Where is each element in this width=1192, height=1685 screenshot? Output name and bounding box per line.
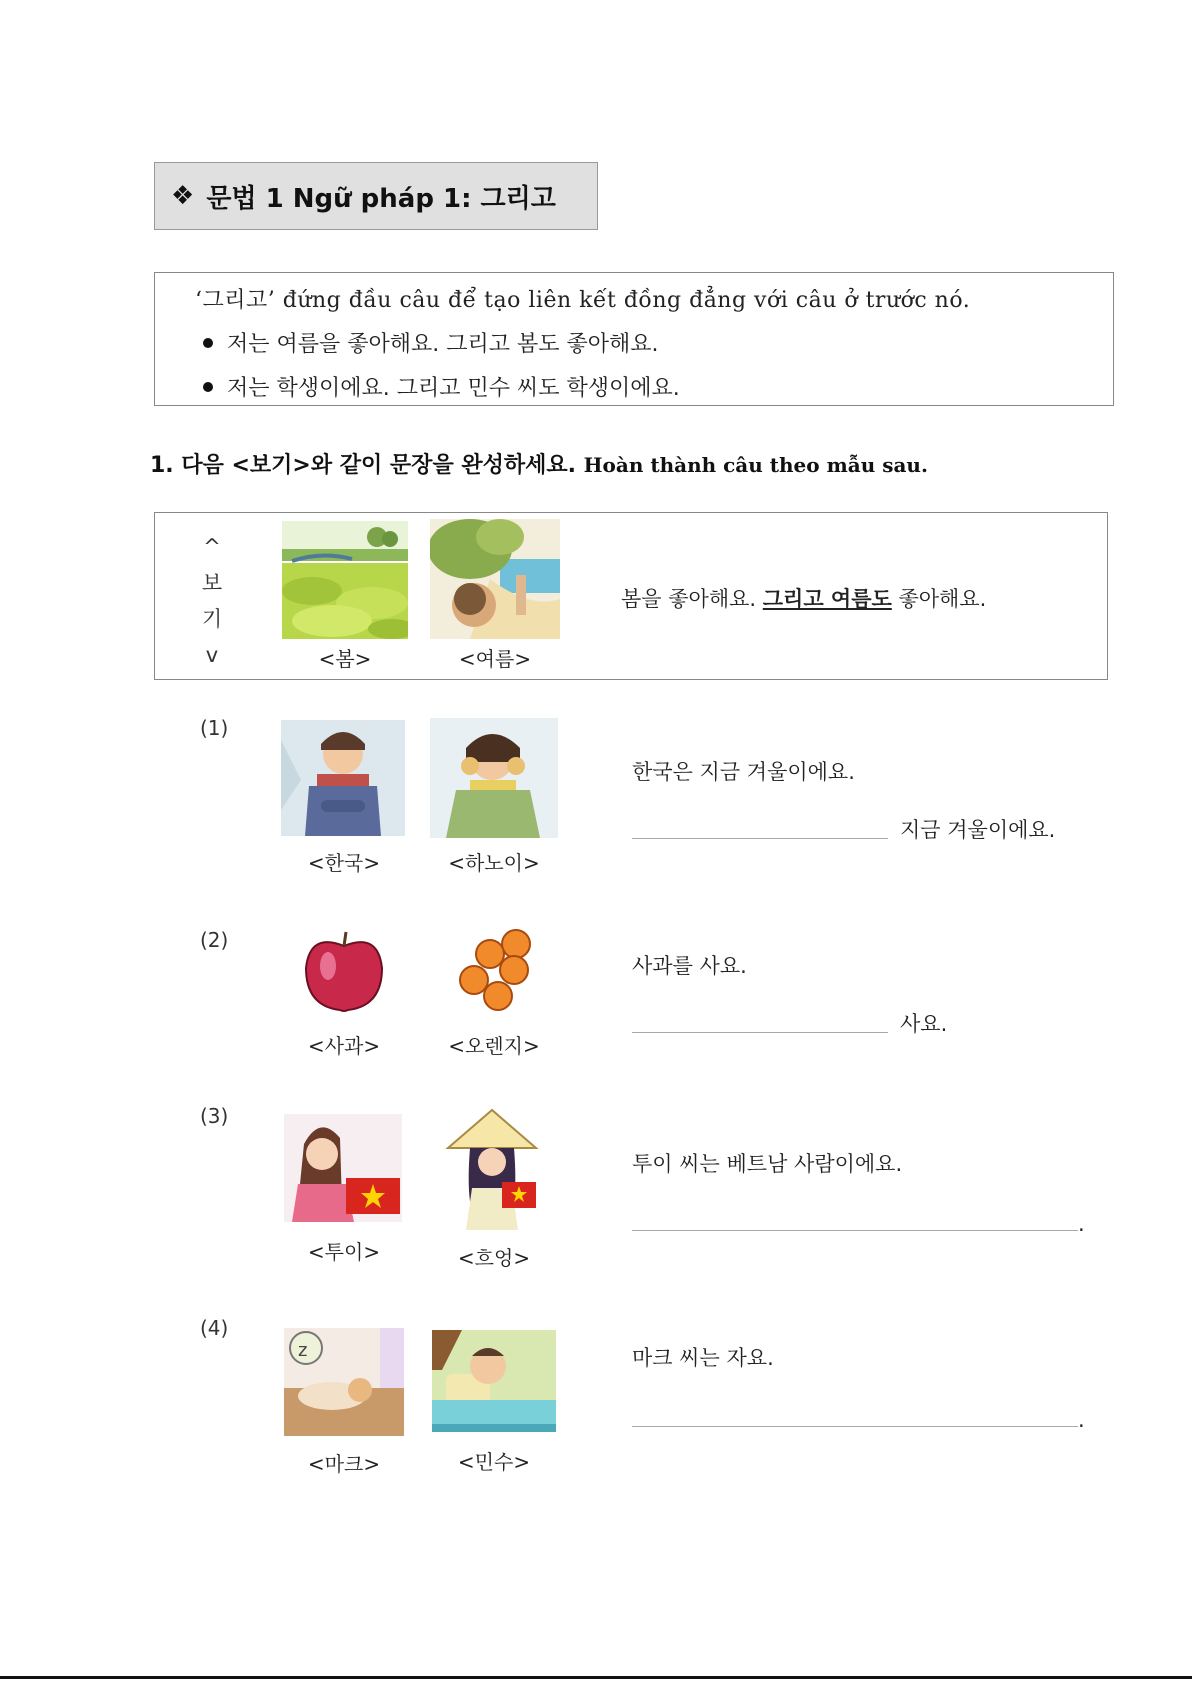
answer-blank[interactable] xyxy=(632,1230,1078,1231)
question-number: (4) xyxy=(200,1316,229,1340)
thuy-image xyxy=(284,1114,402,1222)
image-caption: <하노이> xyxy=(448,851,540,875)
bogi-label: ^ 보 기 v xyxy=(201,535,223,667)
image-caption: <마크> xyxy=(307,1452,381,1476)
given-sentence: 사과를 사요. xyxy=(632,954,747,978)
oranges-image xyxy=(454,926,544,1016)
section-header xyxy=(154,162,598,230)
answer-suffix: . xyxy=(1078,1212,1085,1236)
svg-text:z: z xyxy=(298,1340,308,1361)
huong-image xyxy=(444,1108,540,1230)
image-caption: <흐엉> xyxy=(457,1246,531,1270)
example-answer-sentence: 봄을 좋아해요. 그리고 여름도 좋아해요. xyxy=(621,587,987,611)
mark-sleeping-image xyxy=(284,1328,404,1436)
answer-blank[interactable] xyxy=(632,1032,888,1033)
image-caption: <민수> xyxy=(457,1450,531,1474)
spring-field-image xyxy=(282,521,408,639)
given-sentence: 투이 씨는 베트남 사람이에요. xyxy=(632,1152,903,1176)
example-sentence: 저는 학생이에요. 그리고 민수 씨도 학생이에요. xyxy=(203,371,680,402)
answer-suffix: 사요. xyxy=(900,1012,948,1036)
korea-winter-image xyxy=(281,720,405,836)
example-sentence: 저는 여름을 좋아해요. 그리고 봄도 좋아해요. xyxy=(203,327,659,358)
diamond-icon: ❖ xyxy=(171,181,195,211)
summer-beach-image xyxy=(430,519,560,639)
answer-suffix: . xyxy=(1078,1408,1085,1432)
question-number: (3) xyxy=(200,1104,229,1128)
given-sentence: 마크 씨는 자요. xyxy=(632,1346,774,1370)
section-title: 문법 1 Ngữ pháp 1: 그리고 xyxy=(206,183,556,214)
bullet-icon xyxy=(203,382,213,392)
exercise-instruction: 1. 다음 <보기>와 같이 문장을 완성하세요. Hoàn thành câu theo mẫu sau. xyxy=(150,453,928,478)
apple-image xyxy=(300,928,388,1014)
image-caption: <사과> xyxy=(307,1034,381,1058)
answer-blank[interactable] xyxy=(632,1426,1078,1427)
example-box xyxy=(154,512,1108,680)
page-bottom-rule xyxy=(0,1676,1192,1679)
image-caption: <여름> xyxy=(458,647,532,671)
hanoi-winter-image xyxy=(430,718,558,838)
minsu-sleeping-image xyxy=(432,1330,556,1432)
image-caption: <투이> xyxy=(307,1240,381,1264)
question-number: (1) xyxy=(200,716,229,740)
grammar-explanation-box xyxy=(154,272,1114,406)
question-number: (2) xyxy=(200,928,229,952)
answer-suffix: 지금 겨울이에요. xyxy=(900,818,1056,842)
grammar-rule: ‘그리고’ đứng đầu câu để tạo liên kết đồng đẳng với câu ở trước nó. xyxy=(195,288,971,313)
answer-blank[interactable] xyxy=(632,838,888,839)
image-caption: <오렌지> xyxy=(448,1034,540,1058)
bullet-icon xyxy=(203,338,213,348)
image-caption: <한국> xyxy=(307,851,381,875)
image-caption: <봄> xyxy=(318,647,372,671)
given-sentence: 한국은 지금 겨울이에요. xyxy=(632,760,855,784)
